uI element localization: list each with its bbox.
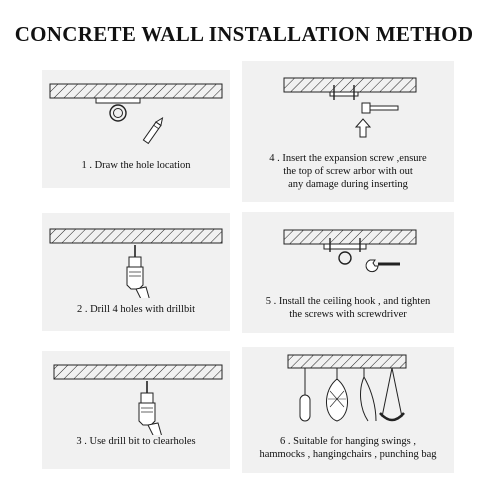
arrow-up-icon [356, 119, 370, 137]
step-2-panel [42, 213, 230, 331]
ceiling [50, 229, 222, 243]
ceiling [288, 355, 406, 368]
punching-bag-icon [300, 368, 310, 421]
step-4-caption: 4 . Insert the expansion screw ,ensure the top of screw arbor with out any damage during inserting [269, 153, 427, 190]
hook-ring [339, 252, 351, 264]
step-5-caption: 5 . Install the ceiling hook , and tighten the screws with screwdriver [265, 296, 431, 320]
hammock-icon [361, 368, 376, 421]
hook-plate [96, 98, 140, 103]
ceiling [50, 84, 222, 98]
step-4-panel [242, 61, 454, 202]
step-3-illustration [42, 351, 230, 435]
step-1-caption: 1 . Draw the hole location [81, 160, 191, 171]
wrench-icon [366, 260, 400, 272]
step-5-illustration [242, 212, 454, 292]
step-5-panel [242, 212, 454, 333]
step-6-illustration [242, 347, 454, 433]
pencil-icon [143, 116, 165, 143]
hammer-icon [362, 103, 398, 113]
step-1-panel [42, 70, 230, 188]
drill-icon [127, 245, 150, 298]
page-title: CONCRETE WALL INSTALLATION METHOD [14, 22, 474, 46]
hanging-chair-icon [326, 368, 347, 421]
step-3-panel [42, 351, 230, 469]
step-2-caption: 2 . Drill 4 holes with drillbit [76, 304, 196, 315]
hook-ring [110, 105, 126, 121]
step-2-illustration [42, 213, 230, 298]
swing-icon [380, 368, 404, 420]
ceiling [54, 365, 222, 379]
ceiling [284, 78, 416, 92]
step-4-illustration [242, 61, 454, 149]
step-3-caption: 3 . Use drill bit to clearholes [76, 436, 196, 447]
ceiling [284, 230, 416, 244]
hook-ring-inner [114, 109, 123, 118]
drill-icon [139, 381, 162, 435]
step-1-illustration [42, 70, 230, 155]
step-6-caption: 6 . Suitable for hanging swings , hammocks , hangingchairs , punching bag [259, 436, 437, 460]
step-6-panel [242, 347, 454, 473]
